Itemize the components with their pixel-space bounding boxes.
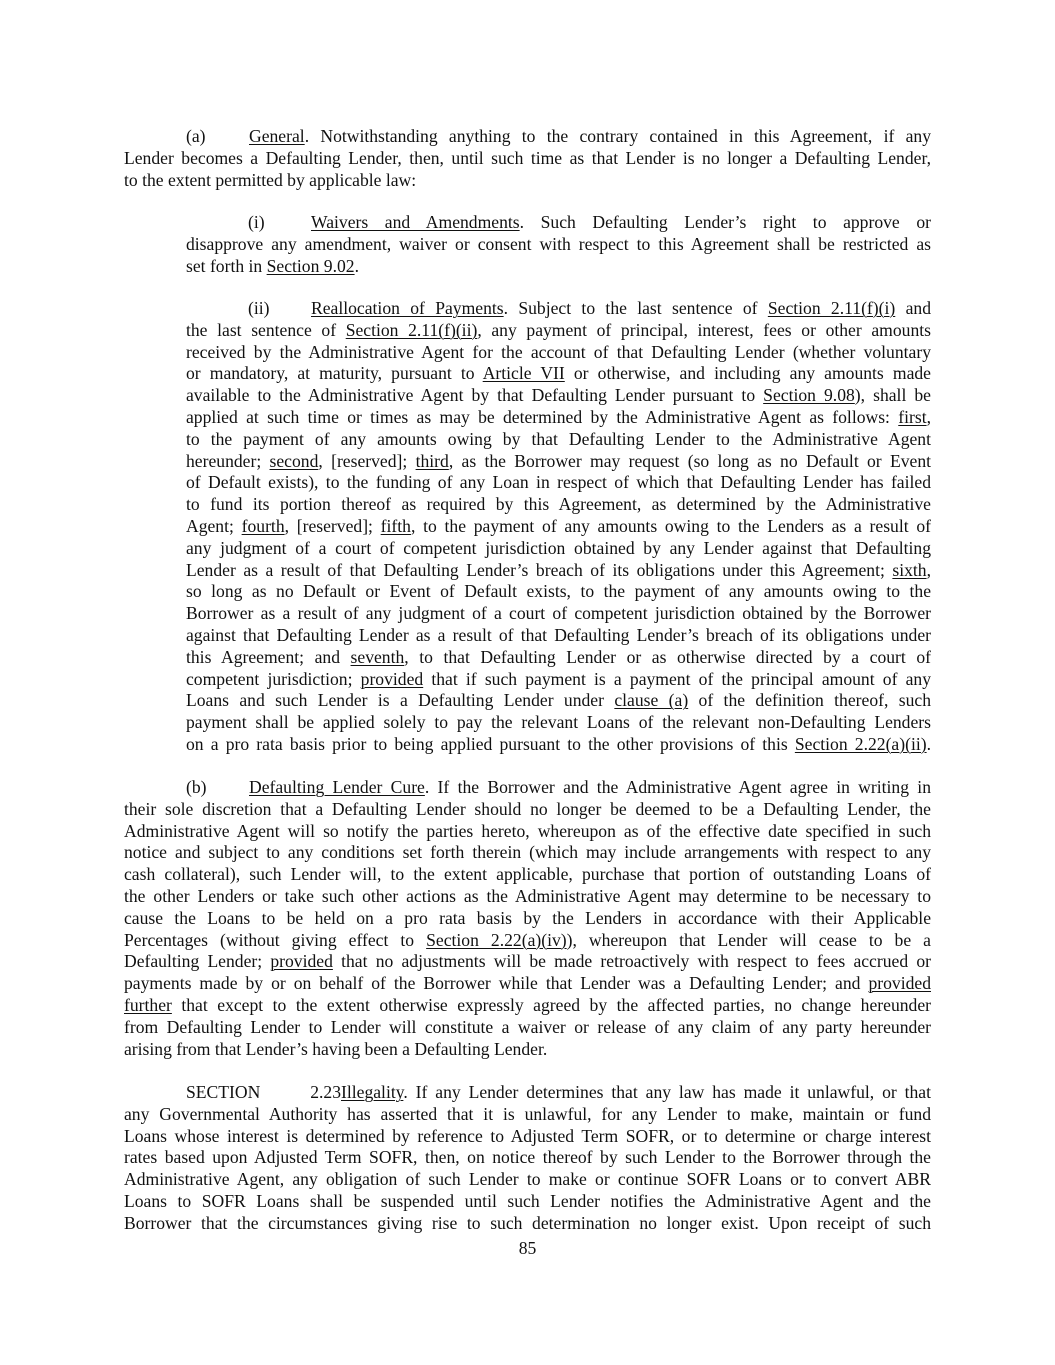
paragraph-ii-text: competent jurisdiction; xyxy=(186,668,361,689)
page-number: 85 xyxy=(518,1238,537,1258)
paragraph-b-heading: Defaulting Lender Cure xyxy=(249,777,425,797)
section-2-23-line xyxy=(124,1169,931,1191)
paragraph-b-line xyxy=(124,995,931,1017)
paragraph-ii-line xyxy=(186,407,931,429)
paragraph-ii-text: received by the Administrative Agent for the account of that Defaulting Lender (whether voluntary xyxy=(186,341,931,362)
section-reference-link: Section 2.22(a)(iv) xyxy=(426,929,567,950)
paragraph-b-line xyxy=(124,777,931,799)
article-reference-link: Article VII xyxy=(482,363,565,384)
paragraph-b-text: Percentages (without giving effect to xyxy=(124,929,427,950)
paragraph-b-text: arising from that Lender’s having been a Defaulting Lender. xyxy=(124,1038,548,1059)
paragraph-ii-text: Agent; xyxy=(186,515,242,536)
paragraph-ii-line xyxy=(186,494,931,516)
paragraph-i-line-1 xyxy=(186,212,931,234)
paragraph-ii-line xyxy=(186,342,931,364)
paragraph-b-line xyxy=(124,908,931,930)
priority-term: third xyxy=(415,450,449,471)
paragraph-ii-text: , xyxy=(926,559,931,580)
paragraph-ii-line xyxy=(186,560,931,582)
paragraph-ii-line xyxy=(186,669,931,691)
section-2-23-line xyxy=(124,1104,931,1126)
paragraph-b-text: cause the Loans to be held on a pro rata basis by the Lenders in accordance with their Applicable xyxy=(124,907,931,928)
paragraph-ii-line xyxy=(186,734,931,756)
paragraph-ii-line xyxy=(186,516,931,538)
paragraph-ii-text: and xyxy=(895,298,931,318)
paragraph-i xyxy=(186,212,931,277)
paragraph-b-text: ), whereupon that Lender will cease to be a xyxy=(566,929,931,950)
paragraph-b-marker: (b) xyxy=(186,777,207,797)
proviso-term: provided xyxy=(360,668,424,689)
priority-term: seventh xyxy=(350,646,405,667)
paragraph-a-line-2 xyxy=(124,148,931,170)
paragraph-b-text: . If the Borrower and the Administrative Agent agree in writing in xyxy=(424,777,931,797)
paragraph-ii-text: of Default exists), to the funding of any Loan in respect of which that Defaulting Lender has failed xyxy=(186,472,931,493)
paragraph-a-text: to the extent permitted by applicable law: xyxy=(124,169,417,190)
priority-term: fifth xyxy=(380,515,411,536)
section-2-23-line xyxy=(124,1126,931,1148)
paragraph-ii-text: Borrower as a result of any judgment of a court of competent jurisdiction obtained by the Borrower xyxy=(186,603,931,624)
paragraph-ii-text: , [reserved]; xyxy=(318,450,416,471)
paragraph-b-line xyxy=(124,821,931,843)
section-2-23-text: Loans to SOFR Loans shall be suspended until such Lender notifies the Administrative Agent and the xyxy=(124,1190,931,1211)
section-2-23-marker: SECTION 2.23 xyxy=(186,1082,341,1102)
paragraph-a-line-3 xyxy=(124,170,931,192)
section-2-23-line xyxy=(124,1191,931,1213)
paragraph-ii-text: against that Defaulting Lender as a result of that Defaulting Lender’s breach of its obligations under xyxy=(186,624,931,645)
paragraph-ii-text: , to that Defaulting Lender or as otherwise directed by a court of xyxy=(404,646,931,667)
paragraph-ii-text: to fund its portion thereof as required by this Agreement, as determined by the Administrative xyxy=(186,494,931,515)
paragraph-ii-text: . Subject to the last sentence of xyxy=(503,298,768,318)
paragraph-ii-text: any judgment of a court of competent jurisdiction obtained by any Lender against that Defaulting xyxy=(186,537,931,558)
section-2-23-line xyxy=(124,1213,931,1235)
paragraph-a-text: . Notwithstanding anything to the contrary contained in this Agreement, if any xyxy=(304,126,931,146)
paragraph-ii-line xyxy=(186,603,931,625)
paragraph-ii-line xyxy=(186,712,931,734)
paragraph-i-text: disapprove any amendment, waiver or consent with respect to this Agreement shall be restricted as xyxy=(186,233,931,254)
paragraph-ii-line xyxy=(186,429,931,451)
section-reference-link: Section 2.11(f)(ii) xyxy=(345,319,478,340)
proviso-term: provided xyxy=(868,973,931,994)
paragraph-ii-text: , xyxy=(926,406,931,427)
paragraph-ii-text: this Agreement; and xyxy=(186,646,351,667)
paragraph-b xyxy=(124,777,931,1060)
paragraph-b-line xyxy=(124,973,931,995)
paragraph-ii-line xyxy=(186,690,931,712)
paragraph-ii-text: , as the Borrower may request (so long as no Default or Event xyxy=(448,450,932,471)
paragraph-i-heading: Waivers and Amendments xyxy=(311,212,520,232)
paragraph-ii-line xyxy=(186,451,931,473)
paragraph-i-line-3 xyxy=(186,256,931,278)
paragraph-i-text: . xyxy=(354,255,359,276)
paragraph-ii-line xyxy=(186,538,931,560)
paragraph-ii-text: hereunder; xyxy=(186,450,270,471)
paragraph-ii-line xyxy=(186,625,931,647)
paragraph-b-text: payments made by or on behalf of the Borrower while that Lender was a Defaulting Lender; and xyxy=(124,973,869,994)
paragraph-ii-text: or mandatory, at maturity, pursuant to xyxy=(186,363,483,384)
section-2-23-text: . If any Lender determines that any law has made it unlawful, or that xyxy=(403,1082,931,1102)
paragraph-b-line xyxy=(124,864,931,886)
section-2-23 xyxy=(124,1082,931,1235)
section-2-23-text: any Governmental Authority has asserted that it is unlawful, for any Lender to make, maintain or fund xyxy=(124,1103,931,1124)
priority-term: sixth xyxy=(892,559,927,580)
priority-term: second xyxy=(269,450,319,471)
paragraph-ii-marker: (ii) xyxy=(248,298,270,318)
paragraph-b-line xyxy=(124,1039,931,1061)
paragraph-ii-text: to the payment of any amounts owing by that Defaulting Lender to the Administrative Agent xyxy=(186,428,931,449)
section-2-23-text: Borrower that the circumstances giving rise to such determination no longer exist. Upon receipt of such xyxy=(124,1212,931,1233)
proviso-term: provided xyxy=(270,951,333,972)
paragraph-a-heading: General xyxy=(249,126,305,146)
paragraph-ii xyxy=(186,298,931,756)
paragraph-b-text: that except to the extent otherwise expressly agreed by the affected parties, no change hereunder xyxy=(171,994,931,1015)
paragraph-ii-text: applied at such time or times as may be determined by the Administrative Agent as follows: xyxy=(186,406,899,427)
section-2-23-line xyxy=(124,1082,931,1104)
paragraph-a xyxy=(124,126,931,191)
paragraph-ii-text: so long as no Default or Event of Default exists, to the payment of any amounts owing to the xyxy=(186,581,931,602)
paragraph-ii-text: the last sentence of xyxy=(186,319,346,340)
priority-term: first xyxy=(898,406,927,427)
section-2-23-heading: Illegality xyxy=(341,1082,404,1102)
paragraph-b-line xyxy=(124,951,931,973)
paragraph-ii-heading: Reallocation of Payments xyxy=(311,298,504,318)
paragraph-ii-line xyxy=(186,581,931,603)
paragraph-ii-text: Lender as a result of that Defaulting Lender’s breach of its obligations under this Agreement; xyxy=(186,559,893,580)
paragraph-b-text: Defaulting Lender; xyxy=(124,951,271,972)
section-reference-link: Section 2.11(f)(i) xyxy=(767,298,896,318)
clause-reference-link: clause (a) xyxy=(614,690,689,711)
paragraph-a-marker: (a) xyxy=(186,126,206,146)
paragraph-ii-text: , any payment of principal, interest, fees or other amounts xyxy=(477,319,931,340)
paragraph-ii-line xyxy=(186,320,931,342)
paragraph-ii-text: payment shall be applied solely to pay the relevant Loans of the relevant non-Defaulting Lenders xyxy=(186,712,931,733)
paragraph-i-marker: (i) xyxy=(248,212,265,232)
section-2-23-text: Loans whose interest is determined by reference to Adjusted Term SOFR, or to determine or charge interest xyxy=(124,1125,931,1146)
paragraph-b-text: cash collateral), such Lender will, to the extent applicable, purchase that portion of outstanding Loans of xyxy=(124,864,931,885)
paragraph-ii-line xyxy=(186,363,931,385)
paragraph-b-line xyxy=(124,842,931,864)
paragraph-ii-line xyxy=(186,647,931,669)
paragraph-i-line-2 xyxy=(186,234,931,256)
paragraph-b-text: notice and subject to any conditions set forth therein (which may include arrangements with respect to any xyxy=(124,842,931,863)
paragraph-b-text: their sole discretion that a Defaulting Lender should no longer be deemed to be a Defaulting Lender, the xyxy=(124,798,931,819)
paragraph-ii-text: , to the payment of any amounts owing to the Lenders as a result of xyxy=(410,515,932,536)
paragraph-a-text: Lender becomes a Defaulting Lender, then, until such time as that Lender is no longer a Defaulting Lender, xyxy=(124,147,931,168)
paragraph-ii-line xyxy=(186,298,931,320)
paragraph-b-text: the other Lenders or take such other actions as the Administrative Agent may determine to be necessary to xyxy=(124,885,931,906)
paragraph-ii-text: , [reserved]; xyxy=(284,515,381,536)
paragraph-b-text: Administrative Agent will so notify the parties hereto, whereupon as of the effective date specified in such xyxy=(124,820,931,841)
section-reference-link: Section 2.22(a)(ii) xyxy=(794,733,927,754)
paragraph-b-line xyxy=(124,886,931,908)
section-2-23-text: rates based upon Adjusted Term SOFR, then, on notice thereof by such Lender to the Borrower through the xyxy=(124,1147,931,1168)
section-reference-link: Section 9.02 xyxy=(266,255,355,276)
section-2-23-text: Administrative Agent, any obligation of such Lender to make or continue SOFR Loans or to convert ABR xyxy=(124,1169,931,1190)
proviso-term: further xyxy=(124,994,172,1015)
paragraph-i-text: . Such Defaulting Lender’s right to approve or xyxy=(519,212,931,232)
section-2-23-line xyxy=(124,1147,931,1169)
paragraph-i-text: set forth in xyxy=(186,255,267,276)
paragraph-ii-line xyxy=(186,385,931,407)
paragraph-b-line xyxy=(124,799,931,821)
paragraph-ii-text: Loans and such Lender is a Defaulting Lender under xyxy=(186,690,615,711)
paragraph-a-line-1 xyxy=(124,126,931,148)
section-reference-link: Section 9.08 xyxy=(763,385,855,406)
priority-term: fourth xyxy=(241,515,285,536)
paragraph-ii-text: . xyxy=(926,733,931,754)
paragraph-ii-text: of the definition thereof, such xyxy=(688,690,931,711)
paragraph-ii-text: that if such payment is a payment of the principal amount of any xyxy=(423,668,932,689)
paragraph-ii-text: on a pro rata basis prior to being applied pursuant to the other provisions of this xyxy=(186,733,795,754)
paragraph-b-line xyxy=(124,930,931,952)
paragraph-ii-text: ), shall be xyxy=(854,385,931,406)
paragraph-ii-line xyxy=(186,472,931,494)
paragraph-b-text: that no adjustments will be made retroactively with respect to fees accrued or xyxy=(332,951,931,972)
paragraph-b-line xyxy=(124,1017,931,1039)
paragraph-b-text: from Defaulting Lender to Lender will constitute a waiver or release of any claim of any party hereunder xyxy=(124,1016,931,1037)
paragraph-ii-text: or otherwise, and including any amounts made xyxy=(564,363,931,384)
paragraph-ii-text: available to the Administrative Agent by that Defaulting Lender pursuant to xyxy=(186,385,764,406)
